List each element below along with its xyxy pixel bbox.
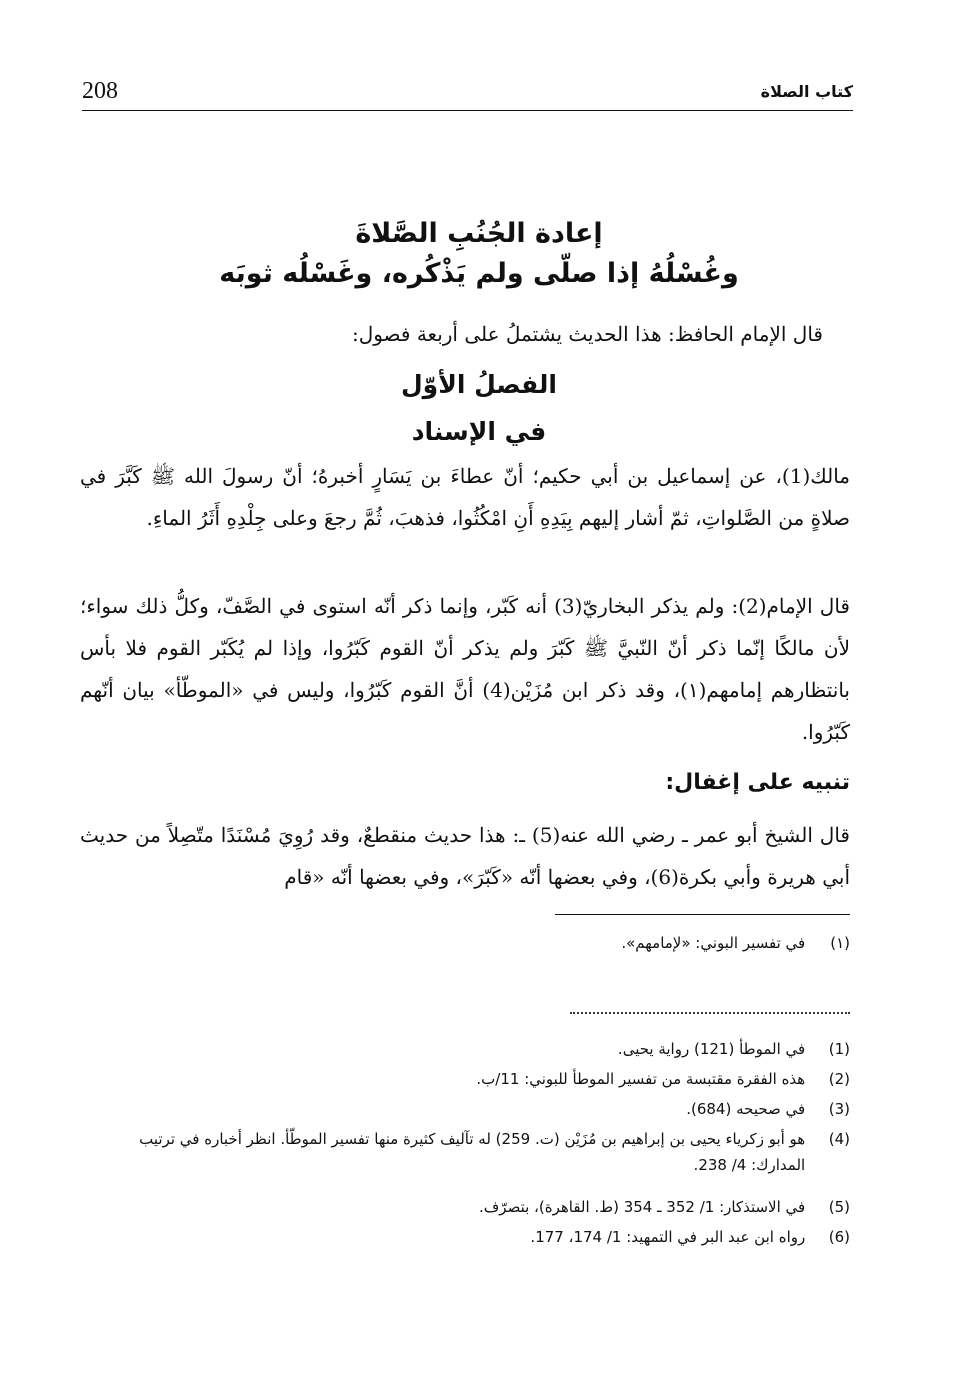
- chapter-title-line1: إعادة الجُنُبِ الصَّلاةَ: [355, 218, 603, 249]
- footnote-number: (6): [828, 1228, 850, 1246]
- footnote-number: (3): [828, 1100, 850, 1118]
- footnote-number: (4): [828, 1130, 850, 1148]
- footnote-item: [82, 1066, 850, 1092]
- footnote-divider: [555, 914, 850, 915]
- paragraph-sheikh: قال الشيخ أبو عمر ـ رضي الله عنه(5) ـ: هذا حديث منقطعٌ، وقد رُوِيَ مُسْنَدًا متّصِلاً من حديث أبي هريرة وأبي بكرة(6)، وفي بعضها أنّه «كَبّرَ»، وفي بعضها أنّه «قام: [80, 823, 850, 889]
- section-subheading: في الإسناد: [411, 417, 547, 446]
- footnote-item: [82, 1096, 850, 1122]
- footnote-item: [82, 1224, 850, 1250]
- footnote-number: (5): [828, 1198, 850, 1216]
- chapter-title-line2: وغُسْلُهُ إذا صلّى ولم يَذْكُره، وغَسْلُه ثوبَه: [219, 258, 739, 289]
- footnote-number: (2): [828, 1070, 850, 1088]
- section-heading: الفصلُ الأوّل: [400, 370, 558, 399]
- running-head: كتاب الصلاة: [760, 82, 853, 101]
- footnote-text: في الاستذكار: 1/ 352 ـ 354 (ط. القاهرة)، بتصرّف.: [478, 1198, 806, 1216]
- page-number: 208: [82, 78, 118, 104]
- page-header: [82, 76, 853, 111]
- warning-heading: تنبيه على إغفال:: [665, 770, 850, 795]
- footnote-number: (١): [830, 934, 850, 952]
- footnote-text: هو أبو زكرياء يحيى بن إبراهيم بن مُزَيْن (ت. 259) له تآليف كثيرة منها تفسير الموطّأ. انظر أخباره في ترتيب المدارك: 4/ 238.: [139, 1130, 806, 1174]
- footnote-number: (1): [828, 1040, 850, 1058]
- paragraph-hadith: مالك(1)، عن إسماعيل بن أبي حكيم؛ أنّ عطاءَ بن يَسَارٍ أخبرهُ؛ أنّ رسولَ الله ﷺ كَبَّرَ في صلاةٍ من الصَّلواتِ، ثمّ أشار إليهم بِيَدِهِ أَنِ امْكُثُوا، فذهبَ، ثُمَّ رجعَ وعلى جِلْدِهِ أَثَرُ الماءِ.: [80, 464, 850, 530]
- footnote-text: في صحيحه (684).: [686, 1100, 806, 1118]
- footnote-text: في تفسير البوني: «لإمامهم».: [621, 934, 806, 952]
- dotted-separator: [570, 1012, 850, 1014]
- footnote-item: [82, 1126, 850, 1178]
- footnote-text: هذه الفقرة مقتبسة من تفسير الموطأ للبوني: 11/ب.: [476, 1070, 806, 1088]
- paragraph-commentary: قال الإمام(2): ولم يذكر البخاريّ(3) أنه كَبّر، وإنما ذكر أنّه استوى في الصَّفّ، وكلُّ ذلك سواء؛ لأن مالكًا إنّما ذكر أنّ النّبيَّ ﷺ كَبّرَ ولم يذكر أنّ القوم كَبّرُوا، وإذا لم يُكَبّر القوم فلا بأس بانتظارهم إمامهم(١)، وقد ذكر ابن مُزَيْن(4) أنَّ القوم كَبّرُوا، وليس في «الموطّأ» بيان أنّهم كَبّرُوا.: [80, 594, 850, 744]
- footnote-text: رواه ابن عبد البر في التمهيد: 1/ 174، 177.: [530, 1228, 806, 1246]
- footnote-item: [82, 1036, 850, 1062]
- intro-line: قال الإمام الحافظ: هذا الحديث يشتملُ على أربعة فصول:: [351, 322, 823, 346]
- footnote-item: [82, 1194, 850, 1220]
- footnote-text: في الموطأ (121) رواية يحيى.: [617, 1040, 806, 1058]
- editor-footnote: [82, 930, 850, 956]
